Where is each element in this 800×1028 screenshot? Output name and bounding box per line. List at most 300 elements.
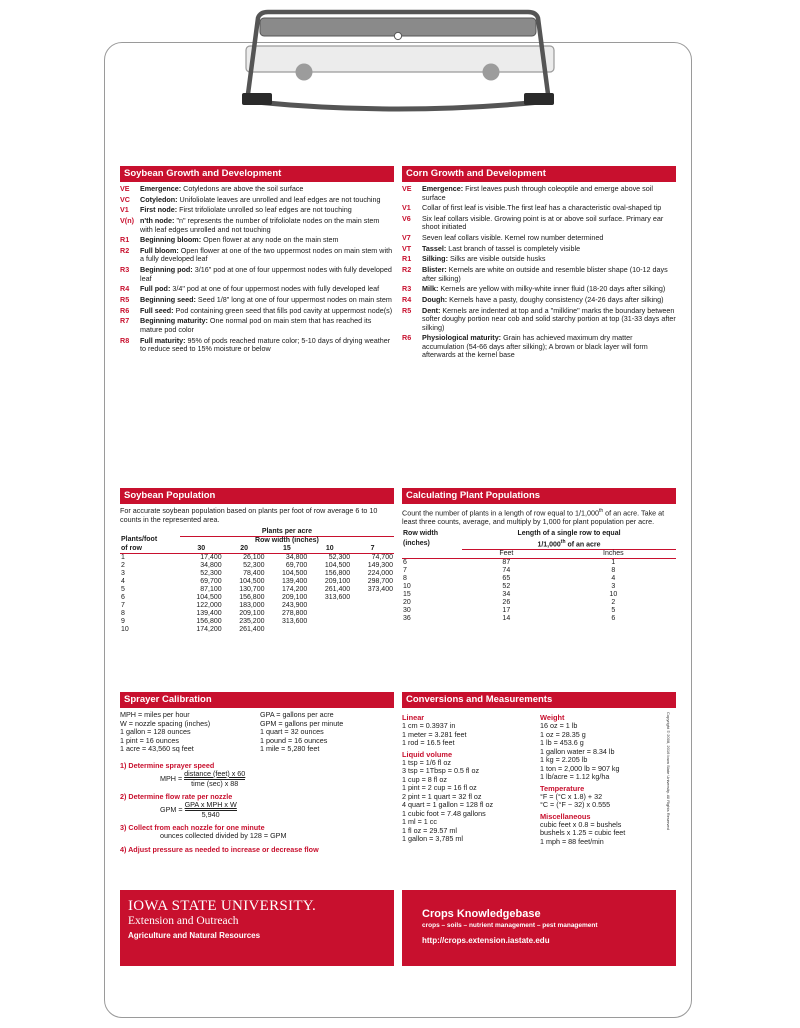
stage-row <box>120 317 394 334</box>
population-cell: 69,700 <box>200 577 222 585</box>
stage-text: Pod containing green seed that fills pod cavity at uppermost node(s) <box>173 305 393 315</box>
plants-per-foot-cell: 6 <box>121 593 125 601</box>
stage-row <box>402 285 676 294</box>
step-heading: 2) Determine flow rate per nozzle <box>120 792 233 802</box>
list-item: 1 ton = 2,000 lb = 907 kg <box>540 763 620 773</box>
stage-name: n'th node: <box>140 216 175 226</box>
stage-description <box>422 204 676 213</box>
population-cell: 209,100 <box>239 609 265 617</box>
population-cell: 174,200 <box>282 585 308 593</box>
conv-heading: Linear <box>402 713 425 722</box>
isu-ag-text: Agriculture and Natural Resources <box>128 931 261 940</box>
stage-code: V7 <box>402 233 411 243</box>
population-cell: 209,100 <box>282 593 308 601</box>
fraction-sup: th <box>560 538 566 545</box>
stage-text: Last branch of tassel is completely visible <box>446 243 581 253</box>
stage-code: VC <box>120 194 130 204</box>
list-item: MPH = miles per hour <box>120 710 190 719</box>
population-cell: 139,400 <box>196 609 222 617</box>
stage-list <box>402 185 676 360</box>
fraction-text: of an acre <box>565 541 601 549</box>
stage-row <box>402 215 676 232</box>
table-row <box>120 610 394 618</box>
stage-row <box>120 337 394 354</box>
conv-heading: Temperature <box>540 783 585 793</box>
list-item: 2 pint = 1 quart = 32 fl oz <box>402 791 482 801</box>
population-cell: 278,800 <box>282 609 308 617</box>
ck-title: Crops Knowledgebase <box>422 908 541 920</box>
list-item: 1 cm = 0.3937 in <box>402 721 456 730</box>
width-header: 10 <box>325 544 334 552</box>
table-row <box>120 586 394 594</box>
stage-code: R7 <box>120 316 130 326</box>
stage-text: Kernels have a pasty, doughy consistency (24-26 days after silking) <box>447 295 664 304</box>
population-cell: 34,800 <box>285 553 308 561</box>
soybean-growth-section <box>120 166 394 356</box>
stage-code: R1 <box>402 254 412 264</box>
stage-description <box>422 334 676 360</box>
stage-text: 3/16" pod at one of four uppermost nodes with fully developed leaf <box>140 265 392 283</box>
plants-per-foot-cell: 10 <box>121 625 129 633</box>
list-item: 1 gallon = 128 ounces <box>120 727 191 737</box>
stage-code: R4 <box>402 295 412 304</box>
population-cell: 74,700 <box>371 553 393 561</box>
list-item: cubic feet x 0.8 = bushels <box>540 819 622 829</box>
list-item: W = nozzle spacing (inches) <box>120 718 211 728</box>
feet-cell: 17 <box>502 607 511 615</box>
list-item: GPA = gallons per acre <box>260 710 334 719</box>
list-item: 1 kg = 2.205 lb <box>540 755 588 764</box>
population-cell: 26,100 <box>243 553 265 561</box>
population-cell: 104,500 <box>324 561 351 569</box>
stage-code: VE <box>120 184 130 193</box>
stage-row <box>120 296 394 305</box>
calc-population-section <box>402 488 676 623</box>
copyright-text: Copyright © 2008, 2016 Iowa State University. All Rights Reserved <box>666 712 671 830</box>
section-header: Conversions and Measurements <box>402 692 676 708</box>
inches-cell: 2 <box>611 599 616 607</box>
population-table <box>120 528 394 634</box>
stage-code: R4 <box>120 284 130 294</box>
stage-text: Cotyledons are above the soil surface <box>181 184 304 193</box>
list-item: 1 pint = 16 ounces <box>120 735 179 745</box>
row-length-table <box>402 530 676 623</box>
stage-name: Dent: <box>422 305 441 315</box>
stage-description <box>422 255 676 264</box>
population-cell: 69,700 <box>285 561 308 569</box>
table-row <box>402 615 676 623</box>
stage-description <box>422 234 676 243</box>
stage-row <box>120 266 394 283</box>
stage-text: Silks are visible outside husks <box>447 254 546 264</box>
population-cell: 156,800 <box>239 593 265 601</box>
population-cell: 209,100 <box>324 577 351 585</box>
population-cell: 87,100 <box>200 585 222 593</box>
list-item: 1 mile = 5,280 feet <box>260 744 320 754</box>
stage-name: Milk: <box>422 284 439 294</box>
stage-row <box>120 217 394 234</box>
stage-name: Full seed: <box>140 305 174 315</box>
population-cell: 34,800 <box>200 561 222 569</box>
corn-growth-section <box>402 166 676 362</box>
list-item: °F = (°C x 1.8) + 32 <box>540 791 603 801</box>
stage-name: Beginning maturity: <box>140 316 208 326</box>
population-cell: 52,300 <box>200 569 222 577</box>
stage-text: Seed 1/8" long at one of four uppermost nodes on main stem <box>195 295 392 304</box>
table-row <box>120 626 394 634</box>
width-header: 30 <box>197 544 206 552</box>
formula-denominator: 5,940 <box>201 809 220 819</box>
stage-row <box>120 185 394 194</box>
stage-row <box>120 247 394 264</box>
stage-description <box>140 317 394 334</box>
stage-code: R6 <box>402 333 412 343</box>
table-row <box>120 618 394 626</box>
population-cell: 224,000 <box>367 569 393 577</box>
list-item: 16 oz = 1 lb <box>540 721 578 730</box>
stage-row <box>402 234 676 243</box>
row-width-header: Row width <box>403 529 438 537</box>
population-cell: 104,500 <box>282 569 308 577</box>
list-item: 1 acre = 43,560 sq feet <box>120 744 194 754</box>
row-width-cell: 10 <box>403 583 411 591</box>
stage-row <box>120 307 394 316</box>
inches-cell: 8 <box>611 567 616 575</box>
stage-text: One normal pod on main stem that has reached its mature pod color <box>140 316 372 334</box>
population-cell <box>351 602 394 610</box>
plants-per-foot-cell: 1 <box>121 553 125 561</box>
stage-text: Collar of first leaf is visible.The first leaf has a characteristic oval-shaped tip <box>422 203 662 213</box>
stage-description <box>422 245 676 254</box>
stage-row <box>402 266 676 283</box>
population-cell <box>308 610 351 618</box>
feet-cell: 34 <box>502 591 511 599</box>
stage-row <box>402 296 676 305</box>
crops-knowledgebase-footer <box>402 890 676 966</box>
fraction-text: 1/1,000 <box>537 541 561 549</box>
population-cell: 373,400 <box>367 585 393 593</box>
table-row <box>402 559 676 568</box>
population-cell <box>308 626 351 634</box>
population-cell: 122,000 <box>196 601 222 609</box>
inches-cell: 6 <box>611 615 616 623</box>
list-item: 1 meter = 3.281 feet <box>402 729 467 739</box>
list-item: °C = (°F − 32) x 0.555 <box>540 800 611 809</box>
table-row <box>120 553 394 562</box>
stage-code: V1 <box>120 205 129 215</box>
intro-text: For accurate soybean population based on plants per foot of row average 6 to 10 counts in the represented area. <box>120 506 378 524</box>
stage-name: Beginning bloom: <box>140 235 202 245</box>
stage-name: Full bloom: <box>140 245 179 255</box>
population-cell: 104,500 <box>196 593 222 601</box>
population-cell: 235,200 <box>239 617 265 625</box>
section-header: Corn Growth and Development <box>402 166 676 182</box>
stage-code: V1 <box>402 203 411 213</box>
stage-name: Full maturity: <box>140 335 186 345</box>
stage-code: R8 <box>120 335 130 345</box>
stage-name: Beginning pod: <box>140 265 193 275</box>
stage-row <box>120 285 394 294</box>
stage-name: Tassel: <box>422 243 447 253</box>
conversions-section <box>402 692 676 846</box>
plants-per-foot-cell: 9 <box>121 617 125 625</box>
table-row <box>402 599 676 607</box>
list-item: 1 lb/acre = 1.12 kg/ha <box>540 772 610 781</box>
isu-extension-text: Extension and Outreach <box>128 915 239 927</box>
population-cell: 149,300 <box>367 561 393 569</box>
stage-description <box>140 196 394 205</box>
stage-text: 95% of pods reached mature color; 5-10 days of drying weather to reduce seed to 15% moisture or below <box>140 335 391 354</box>
stage-code: R5 <box>402 305 412 315</box>
list-item: 3 tsp = 1Tbsp = 0.5 fl oz <box>402 766 480 775</box>
copyright-strip <box>664 712 672 882</box>
stage-description <box>422 285 676 294</box>
row-width-cell: 8 <box>403 575 407 583</box>
stage-text: Open flower at one of the two uppermost nodes on main stem with a fully developed leaf <box>140 245 393 264</box>
stage-code: VT <box>402 243 412 253</box>
soybean-population-section <box>120 488 394 634</box>
list-item: 1 tsp = 1/6 fl oz <box>402 757 451 767</box>
list-item: 1 oz = 28.35 g <box>540 729 586 739</box>
row-width-cell: 7 <box>403 567 407 575</box>
stage-row <box>402 307 676 333</box>
step-heading: 1) Determine sprayer speed <box>120 760 215 770</box>
conv-heading: Liquid volume <box>402 749 453 759</box>
stage-code: R1 <box>120 235 130 245</box>
population-cell: 17,400 <box>200 553 222 561</box>
population-cell: 52,300 <box>328 553 351 561</box>
stage-text: Seven leaf collars visible. Kernel row number determined <box>422 233 604 243</box>
width-header: 7 <box>370 544 375 552</box>
population-cell: 261,400 <box>239 625 265 633</box>
stage-description <box>140 307 394 316</box>
list-item: 1 lb = 453.6 g <box>540 738 584 747</box>
table-row <box>120 578 394 586</box>
stage-text: Grain has achieved maximum dry matter accumulation (54-66 days after silking); A brown or black layer will form afterwards at the kernel base <box>422 333 648 360</box>
feet-header: Feet <box>499 550 514 558</box>
row-width-header: Row width (inches) <box>255 536 319 544</box>
inches-cell: 4 <box>611 575 616 583</box>
feet-cell: 87 <box>502 559 511 567</box>
stage-name: Blister: <box>422 265 447 275</box>
section-header: Sprayer Calibration <box>120 692 394 708</box>
row-width-cell: 30 <box>403 607 411 615</box>
stage-name: Full pod: <box>140 284 171 294</box>
mph-formula <box>120 770 394 788</box>
list-item: GPM = gallons per minute <box>260 718 344 728</box>
list-item: 4 quart = 1 gallon = 128 fl oz <box>402 800 494 809</box>
population-cell <box>351 626 394 634</box>
formula-numerator: distance (feet) x 60 <box>184 768 246 778</box>
width-header: 20 <box>240 544 248 552</box>
population-cell <box>351 618 394 626</box>
length-header: Length of a single row to equal <box>517 529 621 537</box>
stage-description <box>140 285 394 294</box>
population-cell: 243,900 <box>282 601 308 609</box>
population-cell <box>351 594 394 602</box>
step-text: ounces collected divided by 128 = GPM <box>160 831 287 841</box>
conv-heading: Weight <box>540 713 565 722</box>
list-item: 1 pint = 2 cup = 16 fl oz <box>402 783 477 792</box>
population-cell: 156,800 <box>196 617 222 625</box>
stage-name: Emergence: <box>422 184 464 193</box>
plants-per-foot-cell: 7 <box>121 601 125 609</box>
list-item: 1 ml = 1 cc <box>402 817 437 826</box>
inches-cell: 3 <box>611 583 616 591</box>
inches-col-header: Inches <box>603 550 624 558</box>
conv-heading: Miscellaneous <box>540 811 591 821</box>
intro-text <box>402 507 676 527</box>
ck-subtitle: crops – soils – nutrient management – pest management <box>422 922 598 929</box>
formula-lhs: GPM = <box>160 805 185 815</box>
inches-cell: 1 <box>611 559 616 567</box>
stage-code: R2 <box>120 245 130 255</box>
row-width-cell: 20 <box>403 599 411 607</box>
plants-per-foot-cell: 8 <box>121 609 125 617</box>
feet-cell: 14 <box>502 615 511 623</box>
stage-description <box>422 307 676 333</box>
population-cell: 52,300 <box>243 561 265 569</box>
population-cell: 313,600 <box>324 593 351 601</box>
stage-name: Beginning seed: <box>140 295 196 304</box>
list-item: 1 gallon water = 8.34 lb <box>540 746 615 756</box>
table-row <box>120 570 394 578</box>
stage-row <box>120 206 394 215</box>
step-heading: 3) Collect from each nozzle for one minute <box>120 823 265 833</box>
list-item: 1 rod = 16.5 feet <box>402 738 455 747</box>
table-row <box>120 594 394 602</box>
population-cell: 78,400 <box>243 569 265 577</box>
population-cell: 261,400 <box>324 585 351 593</box>
intro-part: of an acre. Take at least three counts, average, and multiply by 1,000 for plant population per acre. <box>402 508 665 527</box>
plants-per-foot-cell: 2 <box>121 561 125 569</box>
of-row-header: of row <box>121 544 142 552</box>
population-cell <box>308 618 351 626</box>
list-item: 1 cup = 8 fl oz <box>402 774 447 784</box>
population-cell: 156,800 <box>324 569 351 577</box>
conversions-body <box>402 711 676 846</box>
stage-text: 3/4" pod at one of four uppermost nodes with fully developed leaf <box>170 284 380 294</box>
stage-name: Silking: <box>422 254 448 264</box>
inches-cell: 5 <box>611 607 616 615</box>
definitions <box>120 711 394 754</box>
feet-cell: 26 <box>502 599 511 607</box>
stage-name: Emergence: <box>140 184 182 193</box>
population-cell: 183,000 <box>239 601 265 609</box>
stage-list <box>120 185 394 354</box>
formula-numerator: GPA x MPH x W <box>184 800 237 810</box>
plants-foot-header: Plants/foot <box>121 536 158 544</box>
stage-description <box>140 236 394 245</box>
clipboard-clip-icon <box>228 6 568 118</box>
table-row <box>402 583 676 591</box>
stage-row <box>402 204 676 213</box>
list-item: 1 gallon = 3,785 ml <box>402 834 463 843</box>
intro-part: Count the number of plants in a length of row equal to 1/1,000 <box>402 508 599 518</box>
stage-code: R2 <box>402 265 412 275</box>
table-row <box>402 607 676 615</box>
stage-description <box>422 185 676 202</box>
table-row <box>120 562 394 570</box>
stage-description <box>140 247 394 264</box>
stage-code: V(n) <box>120 216 134 226</box>
stage-description <box>422 215 676 232</box>
population-cell: 298,700 <box>367 577 393 585</box>
stage-row <box>402 334 676 360</box>
feet-cell: 65 <box>502 575 511 583</box>
stage-row <box>120 236 394 245</box>
stage-code: R3 <box>402 284 412 294</box>
plants-per-acre-header: Plants per acre <box>180 528 394 537</box>
stage-description <box>140 206 394 215</box>
stage-name: Dough: <box>422 295 448 304</box>
population-cell: 174,200 <box>196 625 222 633</box>
stage-text: First leaves push through coleoptile and emerge above soil surface <box>422 184 653 202</box>
list-item: 1 mph = 88 feet/min <box>540 836 604 846</box>
stage-code: VE <box>402 184 412 193</box>
inches-cell: 10 <box>609 591 618 599</box>
width-header: 15 <box>283 544 291 552</box>
stage-text: Kernels are yellow with milky-white inner fluid (18-20 days after silking) <box>438 284 666 294</box>
gpm-formula <box>120 801 394 819</box>
population-cell: 104,500 <box>239 577 265 585</box>
stage-description <box>140 185 394 194</box>
stage-description <box>140 337 394 354</box>
row-width-cell: 36 <box>403 615 411 623</box>
stage-text: Kernels are indented at top and a "milkline" marks the boundary between softer doughy portion near cob and solid starchy portion at top (31-33 days after silking) <box>422 305 676 332</box>
stage-description <box>140 266 394 283</box>
stage-name: Cotyledon: <box>140 194 178 204</box>
stage-description <box>422 296 676 305</box>
section-header: Calculating Plant Populations <box>402 488 676 504</box>
table-row <box>402 575 676 583</box>
list-item: 1 pound = 16 ounces <box>260 735 328 745</box>
ck-url-link[interactable]: http://crops.extension.iastate.edu <box>422 936 550 945</box>
list-item: 1 cubic foot = 7.48 gallons <box>402 808 486 818</box>
stage-description <box>140 296 394 305</box>
stage-code: R5 <box>120 295 130 304</box>
formula-lhs: MPH = <box>160 773 185 783</box>
plants-per-foot-cell: 5 <box>121 585 125 593</box>
table-row <box>120 602 394 610</box>
row-width-cell: 15 <box>403 591 411 599</box>
table-row <box>402 567 676 575</box>
list-item: 1 quart = 32 ounces <box>260 727 324 737</box>
table-row <box>402 591 676 599</box>
isu-footer <box>120 890 394 966</box>
feet-cell: 52 <box>502 583 511 591</box>
stage-text: Open flower at any node on the main stem <box>201 235 339 245</box>
stage-code: R3 <box>120 265 130 275</box>
section-header: Soybean Growth and Development <box>120 166 394 182</box>
stage-description <box>422 266 676 283</box>
fraction-header <box>462 538 676 550</box>
stage-row <box>402 255 676 264</box>
list-item: bushels x 1.25 = cubic feet <box>540 828 626 837</box>
formula-denominator: time (sec) x 88 <box>191 778 239 788</box>
stage-row <box>402 245 676 254</box>
stage-text: "n" represents the number of trifoliolate nodes on the main stem with leaf edges unrolled and not touching <box>140 216 380 234</box>
intro-sup: th <box>599 508 604 514</box>
population-cell <box>266 626 309 634</box>
stage-text: Unifoliolate leaves are unrolled and leaf edges are not touching <box>177 194 381 204</box>
stage-row <box>120 196 394 205</box>
population-cell <box>351 610 394 618</box>
plants-per-foot-cell: 3 <box>121 569 125 577</box>
stage-text: Six leaf collars visible. Growing point is at or above soil surface. Primary ear shoot initiated <box>422 213 664 232</box>
stage-code: V6 <box>402 213 411 223</box>
stage-code: R6 <box>120 305 130 315</box>
